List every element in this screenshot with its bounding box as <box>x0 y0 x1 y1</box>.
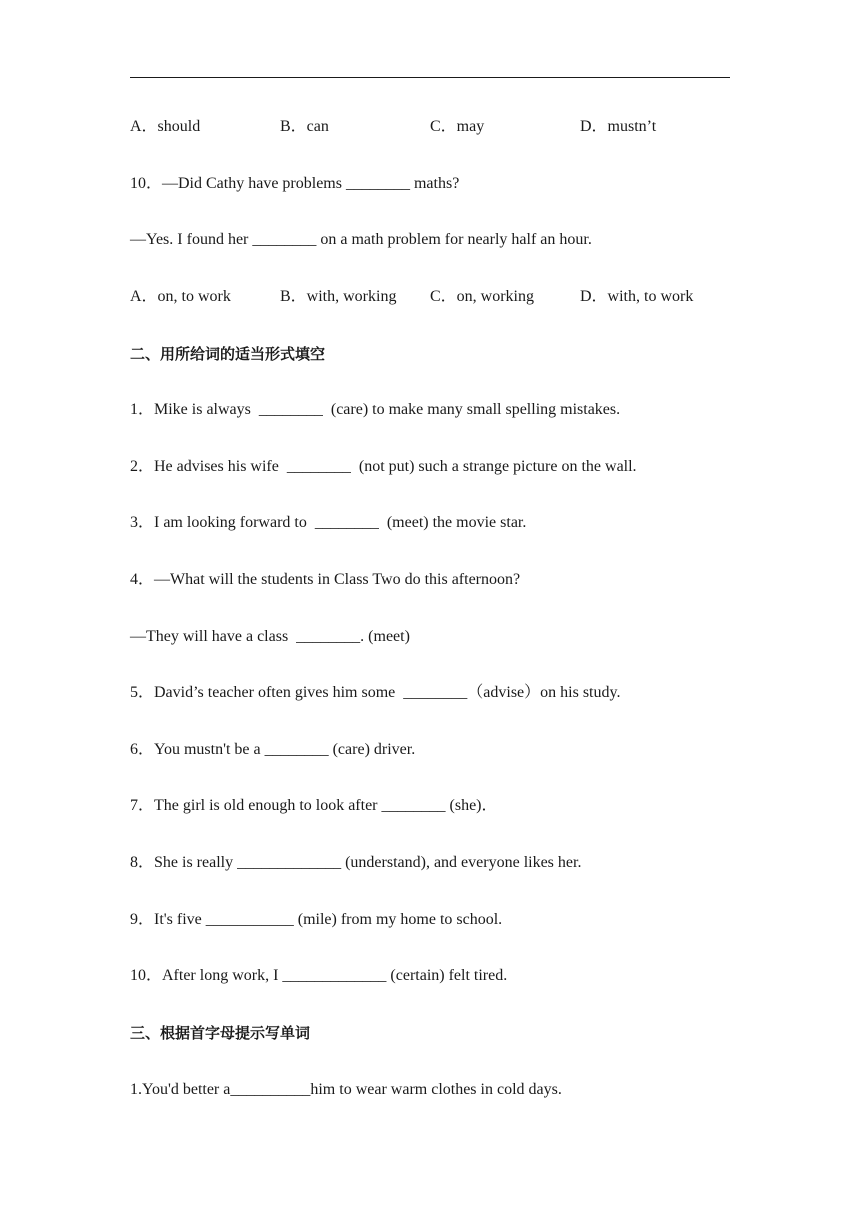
list-item: 1．Mike is always ________ (care) to make many small spelling mistakes. <box>130 401 621 418</box>
section-2-heading: 二、用所给词的适当形式填空 <box>130 345 326 363</box>
list-item: 3．I am looking forward to ________ (meet) the movie star. <box>130 514 527 531</box>
q10-options <box>130 287 730 307</box>
option-d: D．with, to work <box>580 288 694 305</box>
header-rule <box>130 77 730 78</box>
option-c: C．on, working <box>430 288 535 305</box>
list-item: 7．The girl is old enough to look after ________ (she)． <box>130 797 498 814</box>
list-item: 1.You'd better a__________him to wear warm clothes in cold days. <box>130 1081 562 1098</box>
list-item: 8．She is really _____________ (understand), and everyone likes her. <box>130 854 582 871</box>
option-d: D．mustn’t <box>580 118 657 135</box>
list-item: 2．He advises his wife ________ (not put) such a strange picture on the wall. <box>130 458 637 475</box>
section-3-heading: 三、根据首字母提示写单词 <box>130 1024 311 1042</box>
list-item: —They will have a class ________. (meet) <box>130 628 410 645</box>
option-a: A．should <box>130 118 201 135</box>
list-item: 10．After long work, I _____________ (certain) felt tired. <box>130 967 508 984</box>
q10-question: 10．—Did Cathy have problems ________ maths? <box>130 175 460 192</box>
list-item: 4．—What will the students in Class Two do this afternoon? <box>130 571 521 588</box>
option-b: B．with, working <box>280 288 397 305</box>
option-a: A．on, to work <box>130 288 231 305</box>
q10-answer-line: —Yes. I found her ________ on a math problem for nearly half an hour. <box>130 231 592 248</box>
list-item: 6．You mustn't be a ________ (care) driver. <box>130 741 416 758</box>
option-b: B．can <box>280 118 329 135</box>
option-c: C．may <box>430 118 485 135</box>
q9-options <box>130 117 730 137</box>
list-item: 9．It's five ___________ (mile) from my home to school. <box>130 911 503 928</box>
list-item: 5．David’s teacher often gives him some ________（advise）on his study. <box>130 684 621 701</box>
